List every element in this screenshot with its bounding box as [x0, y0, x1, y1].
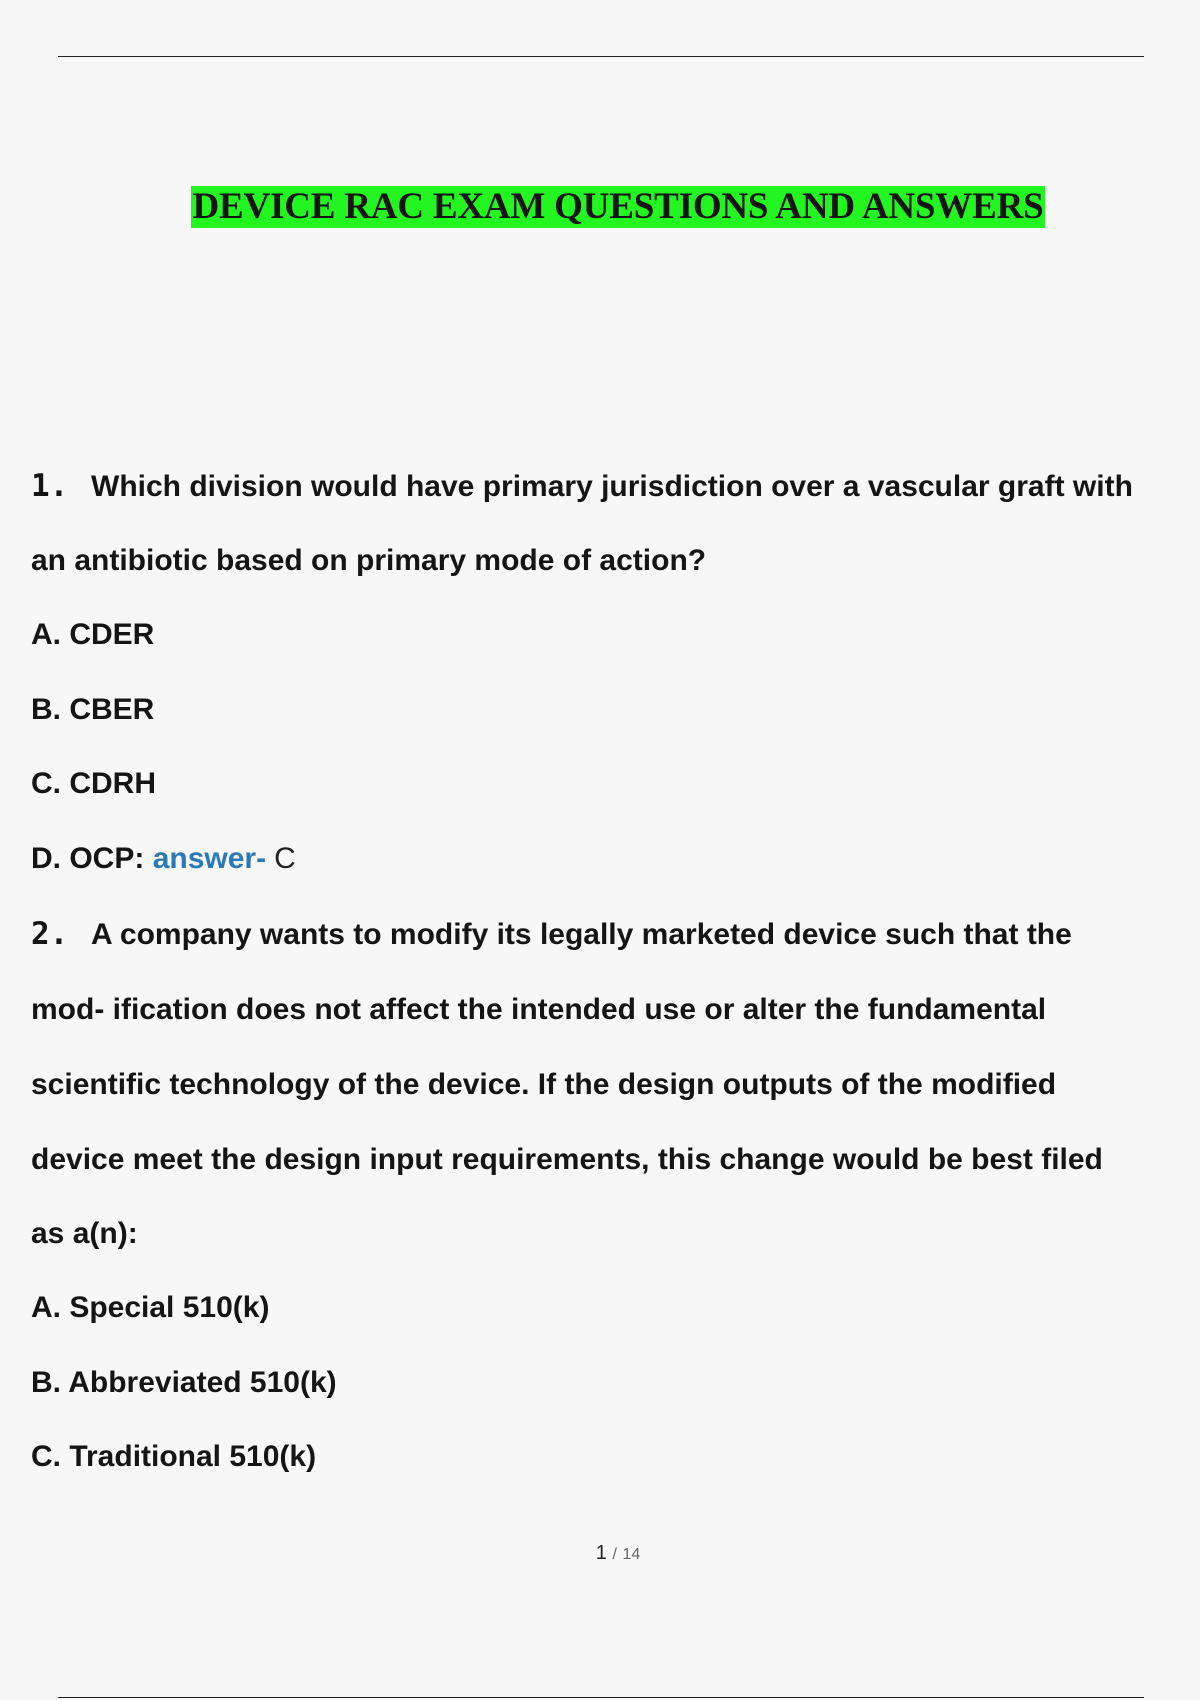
- question-2-option-a: A. Special 510(k): [31, 1291, 270, 1324]
- question-1-answer-value: C: [274, 842, 296, 875]
- question-1-line-1: [31, 468, 1133, 505]
- question-1-option-d: D. OCP:: [31, 842, 145, 875]
- question-1-number: 1.: [31, 468, 69, 504]
- page-separator: /: [612, 1546, 617, 1563]
- question-2-option-b: B. Abbreviated 510(k): [31, 1366, 337, 1399]
- page-current: 1: [595, 1542, 607, 1564]
- question-1-option-b: B. CBER: [31, 693, 155, 726]
- question-1-option-a: A. CDER: [31, 618, 155, 651]
- bottom-divider: [58, 1697, 1144, 1698]
- question-2-text-5: as a(n):: [31, 1217, 138, 1250]
- question-2-number: 2.: [31, 916, 69, 952]
- page-total: 14: [622, 1546, 641, 1563]
- top-divider: [58, 56, 1144, 57]
- title-container: [0, 186, 1200, 228]
- question-1-text-2: an antibiotic based on primary mode of action?: [31, 544, 707, 577]
- question-2-text-1: A company wants to modify its legally marketed device such that the: [91, 918, 1072, 951]
- question-2-line-1: [31, 916, 1072, 953]
- question-1-option-d-line: [31, 841, 296, 877]
- document-title: DEVICE RAC EXAM QUESTIONS AND ANSWERS: [192, 186, 1044, 227]
- question-1-answer-label: answer-: [152, 842, 267, 875]
- question-2-text-4: device meet the design input requirements, this change would be best filed: [31, 1143, 1103, 1176]
- page-indicator: [0, 1542, 1200, 1565]
- question-2-text-3: scientific technology of the device. If the design outputs of the modified: [31, 1068, 1057, 1101]
- question-2-option-c: C. Traditional 510(k): [31, 1440, 317, 1473]
- question-1-option-c: C. CDRH: [31, 767, 156, 800]
- question-1-text-1: Which division would have primary jurisdiction over a vascular graft with: [91, 470, 1133, 503]
- question-2-text-2: mod- ification does not affect the intended use or alter the fundamental: [31, 993, 1047, 1026]
